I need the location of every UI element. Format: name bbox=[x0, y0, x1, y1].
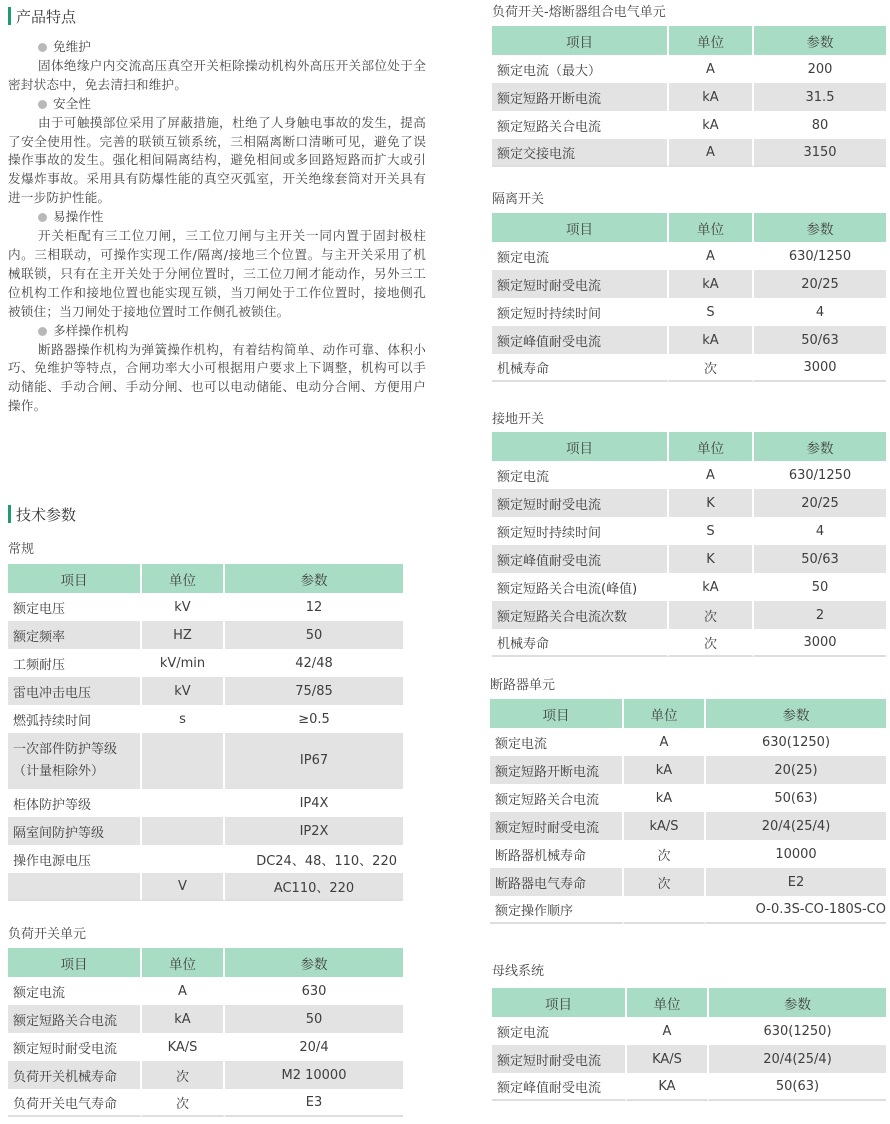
earthing-switch-section bbox=[492, 410, 886, 657]
table-row: 额定短时耐受电流 kA/S 20/4(25/4) bbox=[490, 812, 886, 840]
table-row: 额定峰值耐受电流 K 50/63 bbox=[492, 545, 886, 573]
table-row: 柜体防护等级 IP4X bbox=[8, 789, 403, 817]
load-switch-title: 负荷开关单元 bbox=[8, 927, 87, 942]
feature-title: 易操作性 bbox=[8, 208, 428, 227]
fuse-combo-title: 负荷开关-熔断器组合电气单元 bbox=[492, 5, 666, 20]
table-row: 操作电源电压 DC24、48、110、220 bbox=[8, 845, 403, 873]
table-row: 负荷开关机械寿命 次 M2 10000 bbox=[8, 1061, 403, 1089]
general-table bbox=[8, 564, 403, 901]
fuse-combo-section bbox=[492, 3, 886, 167]
table-row: 额定操作顺序 O-0.3S-CO-180S-CO bbox=[490, 896, 886, 924]
disconnector-table bbox=[492, 213, 886, 382]
left-column bbox=[8, 0, 428, 1112]
table-header-row: 项目 单位 参数 bbox=[492, 988, 886, 1017]
table-row: 断路器机械寿命 次 10000 bbox=[490, 840, 886, 868]
table-row: 额定短时持续时间 S 4 bbox=[492, 298, 886, 326]
tech-heading-text: 技术参数 bbox=[16, 505, 77, 524]
table-header-row: 项目 单位 参数 bbox=[492, 432, 886, 461]
bullet-icon bbox=[38, 327, 47, 336]
table-row: 额定峰值耐受电流 kA 50/63 bbox=[492, 326, 886, 354]
bullet-icon bbox=[38, 43, 47, 52]
general-section bbox=[8, 540, 403, 901]
table-row: 工频耐压 kV/min 42/48 bbox=[8, 649, 403, 677]
breaker-section bbox=[490, 676, 886, 924]
heading-accent-bar bbox=[8, 7, 11, 25]
table-row: 隔室间防护等级 IP2X bbox=[8, 817, 403, 845]
table-row: 额定频率 HZ 50 bbox=[8, 621, 403, 649]
feature-title: 安全性 bbox=[8, 95, 428, 114]
table-row: 额定短时耐受电流 kA 20/25 bbox=[492, 270, 886, 298]
table-row: V AC110、220 bbox=[8, 873, 403, 901]
earthing-switch-table bbox=[492, 432, 886, 657]
table-row: 额定电流 A 630/1250 bbox=[492, 242, 886, 270]
disconnector-section bbox=[492, 190, 886, 382]
earthing-switch-title: 接地开关 bbox=[492, 412, 545, 427]
table-row: 额定短路关合电流(峰值) kA 50 bbox=[492, 573, 886, 601]
table-row: 额定短时耐受电流 KA/S 20/4 bbox=[8, 1033, 403, 1061]
table-row: 额定电压 kV 12 bbox=[8, 593, 403, 621]
table-row: 额定交接电流 A 3150 bbox=[492, 139, 886, 167]
table-row: 额定电流 A 630/1250 bbox=[492, 461, 886, 489]
table-row: 一次部件防护等级 （计量柜除外） IP67 bbox=[8, 733, 403, 789]
table-row: 额定短路开断电流 kA 20(25) bbox=[490, 756, 886, 784]
table-row: 额定电流 A 630(1250) bbox=[492, 1017, 886, 1045]
fuse-combo-table bbox=[492, 26, 886, 167]
feature-body: 断路器操作机构为弹簧操作机构，有着结构简单、动作可靠、体积小巧、免维护等特点，合闸功率大小可根据用户要求上下调整，机构可以手动储能、手动合闸、手动分闸、也可以电动储能、电动分合闸、方便用户操作。 bbox=[8, 341, 426, 414]
table-row: 额定峰值耐受电流 KA 50(63) bbox=[492, 1073, 886, 1101]
feature-body: 开关柜配有三工位刀闸，三工位刀闸与主开关一同内置于固封极柱内。三相联动，可操作实现工作/隔离/接地三个位置。与主开关采用了机械联锁，只有在主开关处于分闸位置时，三工位刀闸才能动作，另外三工位机构工作和接地位置也能实现互锁，当刀闸处于工作位置时，接地侧孔被锁住；当刀闸处于接地位置时工作侧孔被锁住。 bbox=[8, 228, 426, 319]
feature-title: 多样操作机构 bbox=[8, 322, 428, 341]
table-row: 额定电流 A 630(1250) bbox=[490, 728, 886, 756]
table-header-row: 项目 单位 参数 bbox=[492, 213, 886, 242]
table-row: 额定电流（最大） A 200 bbox=[492, 55, 886, 83]
features-heading bbox=[8, 5, 428, 27]
table-header-row: 项目 单位 参数 bbox=[492, 26, 886, 55]
busbar-title: 母线系统 bbox=[492, 964, 545, 979]
features-heading-text: 产品特点 bbox=[16, 7, 77, 26]
table-row: 额定短路关合电流 kA 50(63) bbox=[490, 784, 886, 812]
tech-heading bbox=[8, 503, 76, 525]
bullet-icon bbox=[38, 213, 47, 222]
load-switch-table bbox=[8, 948, 403, 1117]
breaker-table bbox=[490, 699, 886, 924]
features-list bbox=[8, 38, 428, 416]
table-header-row: 项目 单位 参数 bbox=[490, 699, 886, 728]
load-switch-section bbox=[8, 925, 403, 1117]
busbar-section bbox=[492, 962, 886, 1101]
table-row: 断路器电气寿命 次 E2 bbox=[490, 868, 886, 896]
breaker-title: 断路器单元 bbox=[490, 678, 556, 693]
table-row: 机械寿命 次 3000 bbox=[492, 354, 886, 382]
table-row: 机械寿命 次 3000 bbox=[492, 629, 886, 657]
table-row: 额定电流 A 630 bbox=[8, 977, 403, 1005]
table-row: 雷电冲击电压 kV 75/85 bbox=[8, 677, 403, 705]
table-row: 额定短路关合电流 kA 50 bbox=[8, 1005, 403, 1033]
table-header-row: 项目 单位 参数 bbox=[8, 564, 403, 593]
general-title: 常规 bbox=[8, 542, 35, 557]
feature-body: 由于可触摸部位采用了屏蔽措施，杜绝了人身触电事故的发生，提高了安全使用性。完善的联锁互锁系统，三相隔离断口清晰可见，避免了误操作事故的发生。强化相间隔离结构，避免相间或多回路短路而扩大或引发爆炸事故。采用具有防爆性能的真空灭弧室，开关绝缘套筒对开关具有进一步防护性能。 bbox=[8, 114, 426, 206]
table-row: 燃弧持续时间 s ≥0.5 bbox=[8, 705, 403, 733]
table-row: 额定短路关合电流次数 次 2 bbox=[492, 601, 886, 629]
table-row: 额定短时持续时间 S 4 bbox=[492, 517, 886, 545]
feature-body: 固体绝缘户内交流高压真空开关柜除操动机构外高压开关部位处于全密封状态中，免去清扫和维护。 bbox=[8, 57, 426, 92]
disconnector-title: 隔离开关 bbox=[492, 192, 545, 207]
heading-accent-bar bbox=[8, 505, 11, 523]
feature-title: 免维护 bbox=[8, 38, 428, 57]
table-row: 额定短路关合电流 kA 80 bbox=[492, 111, 886, 139]
table-row: 额定短路开断电流 kA 31.5 bbox=[492, 83, 886, 111]
bullet-icon bbox=[38, 100, 47, 109]
table-row: 额定短时耐受电流 K 20/25 bbox=[492, 489, 886, 517]
busbar-table bbox=[492, 988, 886, 1101]
table-row: 额定短时耐受电流 KA/S 20/4(25/4) bbox=[492, 1045, 886, 1073]
table-header-row: 项目 单位 参数 bbox=[8, 948, 403, 977]
table-row: 负荷开关电气寿命 次 E3 bbox=[8, 1089, 403, 1117]
